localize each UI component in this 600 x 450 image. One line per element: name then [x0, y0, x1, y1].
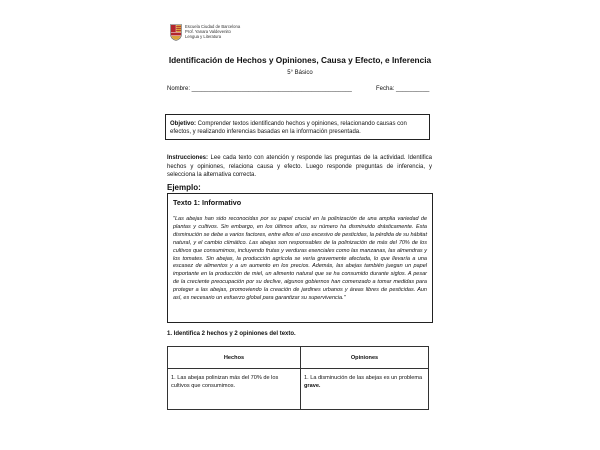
- grade-level: 5° Básico: [287, 70, 313, 76]
- school-info: [185, 24, 240, 40]
- text-1-title: Texto 1: Informativo: [173, 198, 242, 207]
- opinion-text: 1. La disminución de las abejas es un problema: [304, 375, 423, 381]
- question-1: 1. Identifica 2 hechos y 2 opiniones del texto.: [167, 331, 296, 337]
- name-field-line: Nombre: ________________________________________________: [167, 86, 352, 92]
- table-row: [168, 369, 429, 410]
- facts-opinions-table: [167, 346, 429, 410]
- school-crest-icon: [170, 24, 182, 41]
- date-field-line: Fecha: __________: [376, 86, 430, 92]
- example-label: Ejemplo:: [167, 183, 201, 192]
- school-logo: [170, 24, 240, 41]
- opinion-bold-text: grave.: [304, 383, 321, 389]
- objective-text: Comprender textos identificando hechos y opiniones, relacionando causas con efectos, y realizando inferencias basadas en la información presentada.: [170, 121, 407, 135]
- instructions: [167, 154, 432, 180]
- fact-cell: 1. Las abejas polinizan más del 70% de los cultivos que consumimos.: [168, 369, 301, 410]
- objective-box: [165, 114, 430, 140]
- header-opinions: Opiniones: [301, 347, 429, 369]
- subject-name: Lengua y Literatura: [185, 34, 222, 40]
- school-name: Escuela Ciudad de Barcelona: [185, 24, 241, 29]
- header-facts: Hechos: [168, 347, 301, 369]
- opinion-cell: [301, 369, 429, 410]
- instructions-label: Instrucciones:: [167, 155, 209, 161]
- teacher-name: Prof. Yanara Valdevenito: [185, 29, 231, 35]
- objective-label: Objetivo:: [170, 121, 197, 127]
- text-1-box: [167, 193, 433, 323]
- table-header-row: [168, 347, 429, 369]
- instructions-text: Lee cada texto con atención y responde las preguntas de la actividad. Identifica hechos y opiniones, relaciona causa y efecto. Luego responde preguntas de inferencia, y selecciona la alternativa correcta.: [167, 155, 432, 178]
- text-1-body: "Las abejas han sido reconocidas por su papel crucial en la polinización de una amplia variedad de plantas y cultivos. Sin embargo, en los últimos años, su número ha disminuido drásticamente. Esta disminución se debe a varios factores, entre ellos el uso excesivo de pesticidas, la pérdida de su hábitat natural, y el cambio climático. Las abejas son responsables de la polinización de más del 70% de los cultivos que consumimos, incluyendo frutas y verduras esenciales como las manzanas, las almendras y los tomates. Sin abejas, la producción agrícola se vería gravemente afectada, lo que llevaría a una escasez de alimentos y a un aumento en los precios. Además, las abejas también juegan un papel importante en la producción de miel, un alimento natural que se ha consumido durante siglos. A pesar de la creciente preocupación por su declive, algunos gobiernos han comenzado a tomar medidas para proteger a las abejas, promoviendo la creación de jardines urbanos y áreas libres de pesticidas. Aun así, es necesario un esfuerzo global para garantizar su supervivencia.": [173, 216, 427, 302]
- page-title: Identificación de Hechos y Opiniones, Causa y Efecto, e Inferencia: [168, 55, 432, 65]
